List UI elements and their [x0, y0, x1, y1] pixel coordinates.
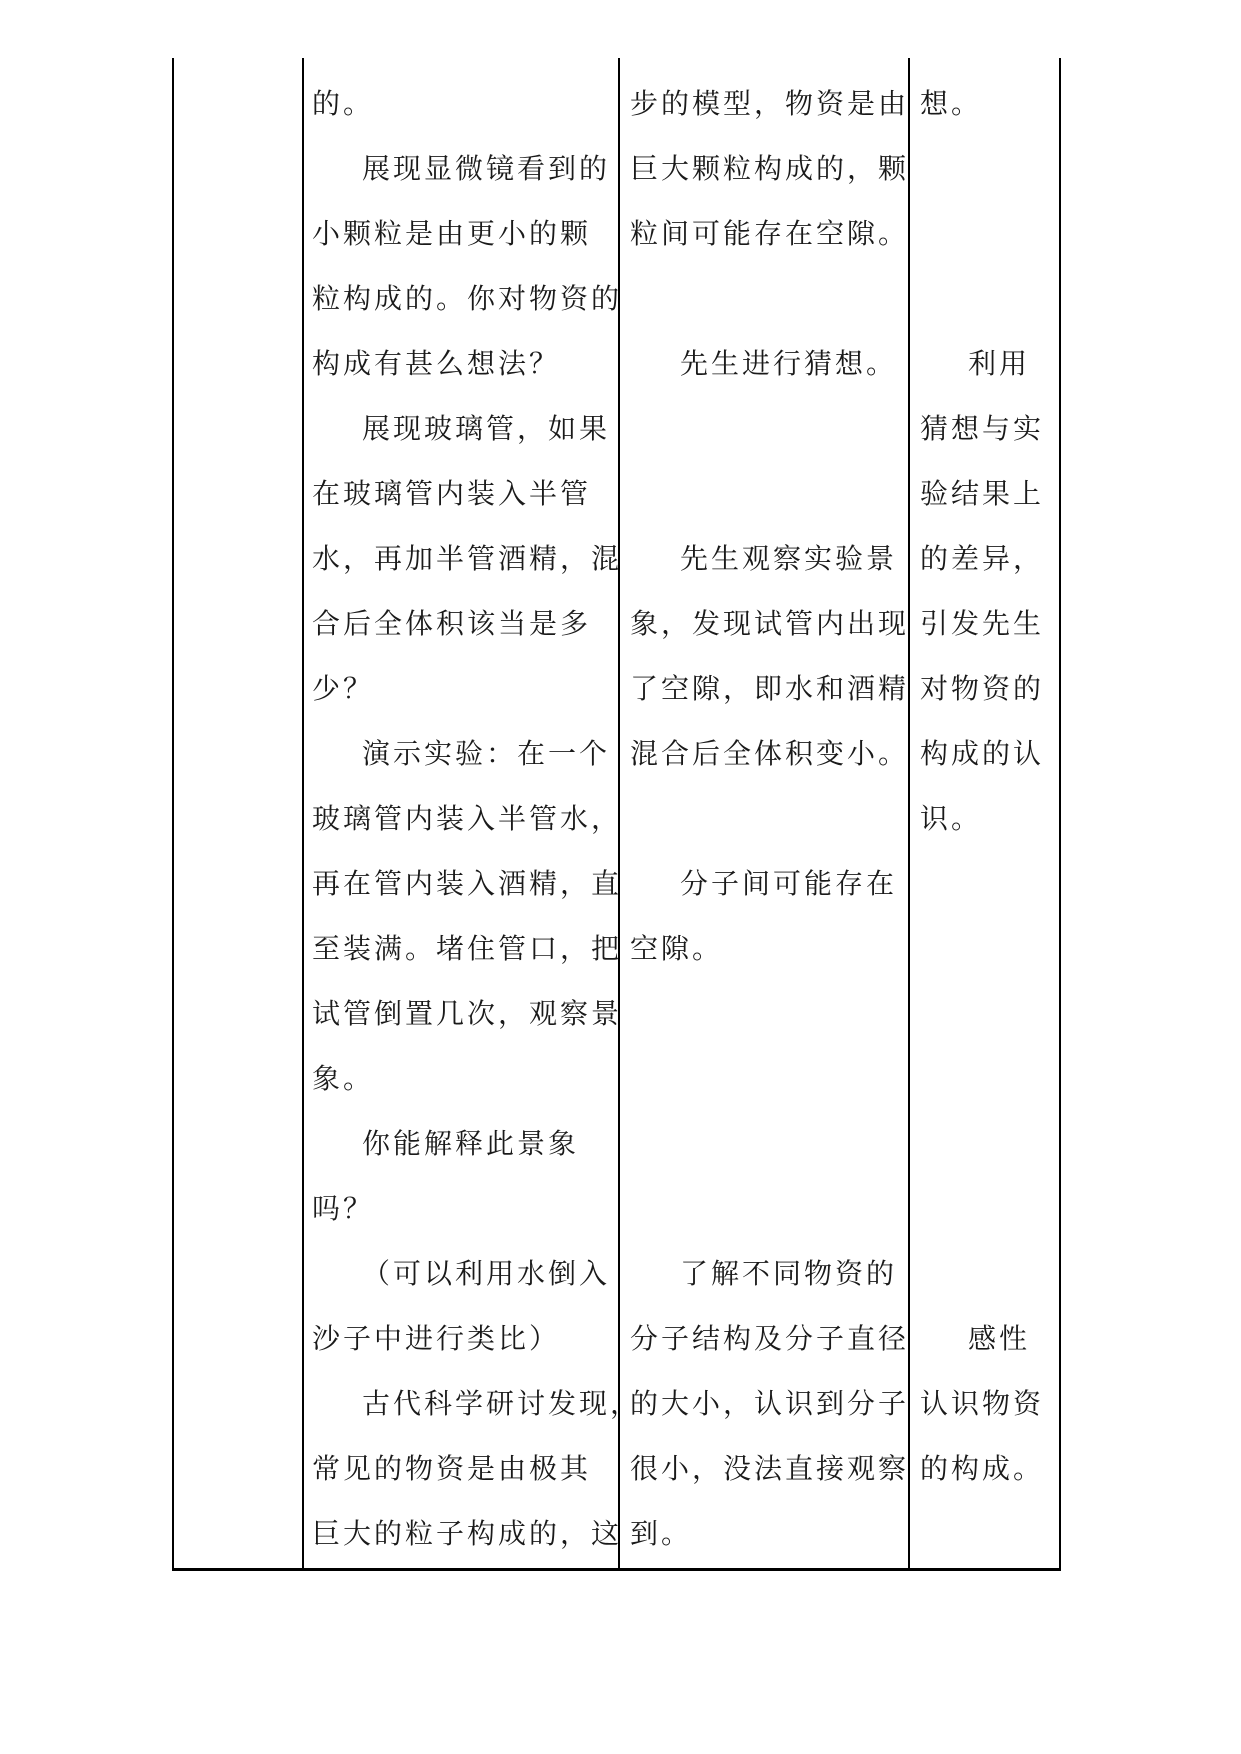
intent-line: 感性	[968, 1322, 1031, 1355]
teacher-line: 演示实验：在一个	[362, 737, 611, 770]
table-border-bottom	[172, 1568, 1061, 1571]
teacher-line: 粒构成的。你对物资的	[312, 282, 623, 315]
teacher-line: 古代科学研讨发现，	[362, 1387, 642, 1420]
column-divider-1	[302, 58, 304, 1570]
teacher-line: 试管倒置几次，观察景	[312, 997, 623, 1030]
teacher-line: 水，再加半管酒精，混	[312, 542, 623, 575]
intent-line: 的构成。	[920, 1452, 1045, 1485]
teacher-line: 沙子中进行类比）	[312, 1322, 561, 1355]
teacher-line: 的。	[312, 87, 375, 120]
student-line: 分子结构及分子直径	[630, 1322, 910, 1355]
student-line: 步的模型，物资是由	[630, 87, 910, 120]
teacher-line: 在玻璃管内装入半管	[312, 477, 592, 510]
student-line: 先生观察实验景	[680, 542, 898, 575]
teacher-line: 象。	[312, 1062, 375, 1095]
student-line: 分子间可能存在	[680, 867, 898, 900]
teacher-line: 至装满。堵住管口，把	[312, 932, 623, 965]
teacher-line: 常见的物资是由极其	[312, 1452, 592, 1485]
student-line: 象，发现试管内出现	[630, 607, 910, 640]
teacher-line: 展现玻璃管，如果	[362, 412, 611, 445]
teacher-line: 再在管内装入酒精，直	[312, 867, 623, 900]
intent-line: 对物资的	[920, 672, 1045, 705]
teacher-line: 巨大的粒子构成的，这	[312, 1517, 623, 1550]
teacher-line: 吗？	[312, 1192, 375, 1225]
teacher-line: 玻璃管内装入半管水，	[312, 802, 623, 835]
student-line: 巨大颗粒构成的，颗	[630, 152, 910, 185]
student-line: 空隙。	[630, 932, 724, 965]
intent-line: 验结果上	[920, 477, 1045, 510]
student-line: 先生进行猜想。	[680, 347, 898, 380]
intent-line: 认识物资	[920, 1387, 1045, 1420]
student-line: 了解不同物资的	[680, 1257, 898, 1290]
intent-line: 猜想与实	[920, 412, 1045, 445]
teacher-line: 展现显微镜看到的	[362, 152, 611, 185]
teacher-line: 少？	[312, 672, 375, 705]
student-line: 的大小，认识到分子	[630, 1387, 910, 1420]
table-border-right	[1059, 58, 1061, 1570]
teacher-line: 合后全体积该当是多	[312, 607, 592, 640]
table-border-left	[172, 58, 174, 1570]
student-line: 混合后全体积变小。	[630, 737, 910, 770]
intent-line: 识。	[920, 802, 983, 835]
student-line: 了空隙，即水和酒精	[630, 672, 910, 705]
intent-line: 想。	[920, 87, 983, 120]
student-line: 粒间可能存在空隙。	[630, 217, 910, 250]
intent-line: 构成的认	[920, 737, 1045, 770]
student-line: 很小，没法直接观察	[630, 1452, 910, 1485]
intent-line: 利用	[968, 347, 1031, 380]
teacher-line: （可以利用水倒入	[362, 1257, 611, 1290]
intent-line: 的差异，	[920, 542, 1045, 575]
teacher-line: 你能解释此景象	[362, 1127, 580, 1160]
teacher-line: 小颗粒是由更小的颗	[312, 217, 592, 250]
student-line: 到。	[630, 1517, 693, 1550]
intent-line: 引发先生	[920, 607, 1045, 640]
teacher-line: 构成有甚么想法？	[312, 347, 561, 380]
